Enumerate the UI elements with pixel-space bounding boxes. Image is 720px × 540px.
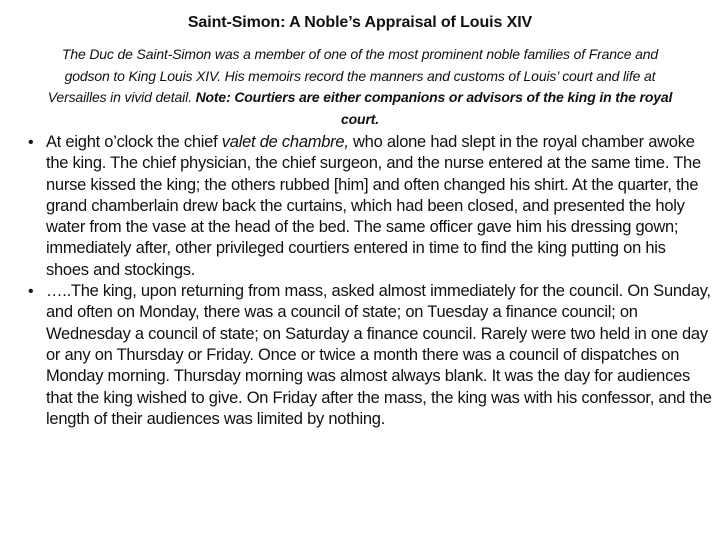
bullet-marker: •: [28, 283, 34, 301]
intro-text: The Duc de Saint-Simon was a member of one of the most prominent noble families of France and godson to King Louis XIV. His memoirs record the manners and customs of Louis’ court and life at Versailles in vivid detail.: [47, 46, 659, 105]
bullet-list: [28, 132, 712, 430]
bullet-item-council: [28, 281, 712, 430]
bullet-marker: •: [28, 134, 34, 151]
bullet-text-after: who alone had slept in the royal chamber awoke the king. The chief physician, the chief surgeon, and the nurse entered at the same time. The nurse kissed the king; the others rubbed [him] and often changed his shirt. At the quarter, the grand chamberlain drew back the curtains, which had been closed, and presented the holy water from the vase at the head of the bed. The same officer gave him his dressing gown; immediately after, other privileged courtiers entered in time to find the king putting on his shoes and stockings.: [46, 133, 701, 279]
bullet-text-before: At eight o’clock the chief: [46, 133, 222, 151]
bullet-item-morning: [28, 132, 712, 281]
intro-paragraph: [44, 44, 676, 130]
bullet-text: …..The king, upon returning from mass, asked almost immediately for the council. On Sunday, and often on Monday, there was a council of state; on Tuesday a finance council; on Wednesday a council of state; on Saturday a finance council. Rarely were two held in one day or any on Thursday or Friday. Once or twice a month there was a council of dispatches on Monday morning. Thursday morning was almost always blank. It was the day for audiences that the king wished to give. On Friday after the mass, the king was with his confessor, and the length of their audiences was limited by nothing.: [46, 282, 712, 428]
intro-note: Note: Courtiers are either companions or advisors of the king in the royal court.: [195, 89, 673, 127]
bullet-text: [46, 133, 701, 279]
bullet-text-emphasis: valet de chambre,: [221, 133, 349, 151]
slide-title: Saint-Simon: A Noble’s Appraisal of Louis XIV: [187, 14, 533, 31]
